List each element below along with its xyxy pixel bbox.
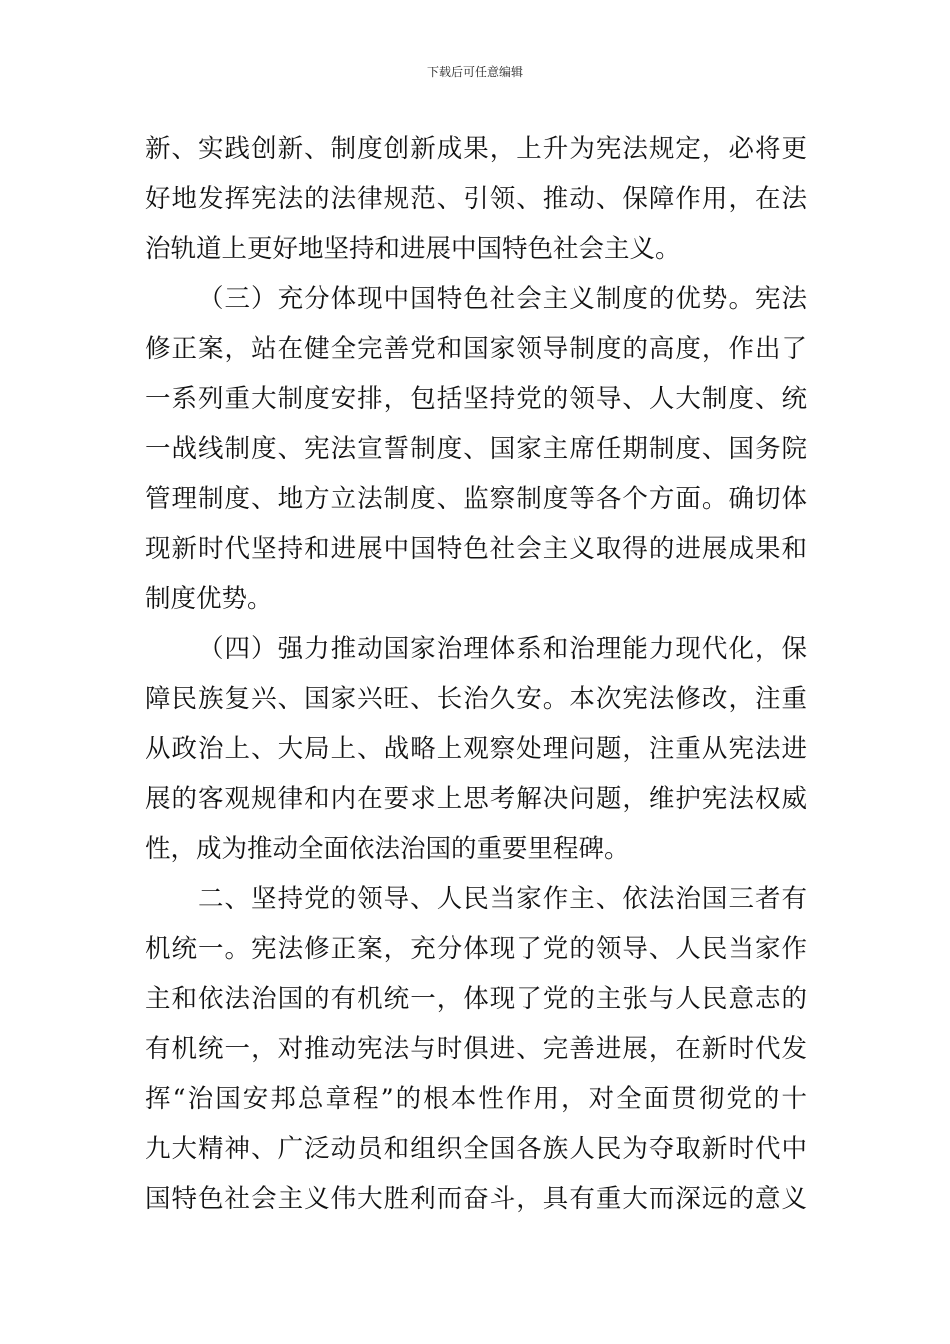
page-header-note: 下载后可任意编辑	[426, 65, 523, 79]
text-line: 主和依法治国的有机统一，体现了党的主张与人民意志的	[145, 984, 807, 1014]
paragraph-2	[145, 274, 807, 624]
text-line: 障民族复兴、国家兴旺、长治久安。本次宪法修改，注重	[145, 684, 807, 714]
document-body	[145, 124, 807, 1224]
text-line: （四）强力推动国家治理体系和治理能力现代化，保	[198, 634, 807, 664]
text-line: 展的客观规律和内在要求上思考解决问题，维护宪法权威	[145, 784, 807, 814]
paragraph-1	[145, 124, 807, 274]
text-line: 二、坚持党的领导、人民当家作主、依法治国三者有	[198, 884, 807, 914]
text-line: 好地发挥宪法的法律规范、引领、推动、保障作用，在法	[145, 184, 807, 214]
text-line: 现新时代坚持和进展中国特色社会主义取得的进展成果和	[145, 534, 807, 564]
text-line: 从政治上、大局上、战略上观察处理问题，注重从宪法进	[145, 734, 807, 764]
text-line: 国特色社会主义伟大胜利而奋斗，具有重大而深远的意义	[145, 1184, 807, 1214]
text-line: 有机统一，对推动宪法与时俱进、完善进展，在新时代发	[145, 1034, 807, 1064]
text-line: 制度优势。	[145, 584, 273, 614]
text-line: （三）充分体现中国特色社会主义制度的优势。宪法	[198, 284, 807, 314]
text-line: 治轨道上更好地坚持和进展中国特色社会主义。	[145, 234, 681, 264]
text-line: 挥“治国安邦总章程”的根本性作用，对全面贯彻党的十	[145, 1084, 807, 1114]
text-line: 九大精神、广泛动员和组织全国各族人民为夺取新时代中	[145, 1134, 807, 1164]
paragraph-3	[145, 624, 807, 874]
paragraph-4	[145, 874, 807, 1224]
text-line: 一系列重大制度安排，包括坚持党的领导、人大制度、统	[145, 384, 807, 414]
text-line: 新、实践创新、制度创新成果，上升为宪法规定，必将更	[145, 134, 807, 164]
text-line: 一战线制度、宪法宣誓制度、国家主席任期制度、国务院	[145, 434, 807, 464]
text-line: 管理制度、地方立法制度、监察制度等各个方面。确切体	[145, 484, 807, 514]
text-line: 修正案，站在健全完善党和国家领导制度的高度，作出了	[145, 334, 807, 364]
text-line: 机统一。宪法修正案，充分体现了党的领导、人民当家作	[145, 934, 807, 964]
text-line: 性，成为推动全面依法治国的重要里程碑。	[145, 834, 630, 864]
